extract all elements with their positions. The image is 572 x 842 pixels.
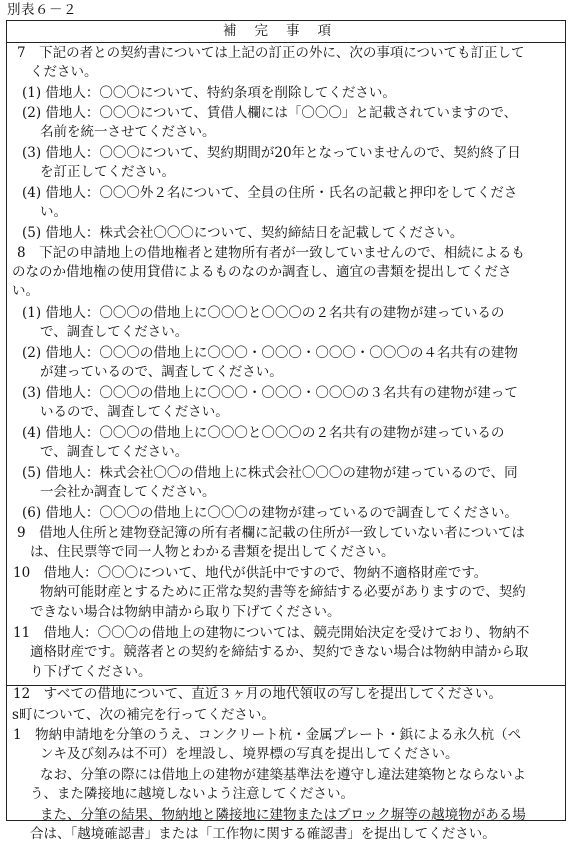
- text-line: なお、分筆の際には借地上の建物が建築基準法を遵守し違法建築物とならないよ: [40, 767, 526, 783]
- text-line: ンキ及び刻みは不可）を埋設し、境界標の写真を提出してください。: [40, 746, 459, 762]
- text-line: (5) 借地人：株式会社〇〇〇について、契約締結日を記載してください。: [22, 225, 464, 241]
- text-line: 11 借地人：〇〇〇の借地上の建物については、競売開始決定を受けており、物納不: [13, 625, 530, 641]
- text-line: が建っているので、調査してください。: [40, 364, 283, 380]
- text-line: い。: [40, 204, 67, 220]
- supplement-table: [6, 20, 566, 842]
- text-line: う、また隣接地に越境しないよう注意してください。: [30, 786, 354, 802]
- text-line: また、分筆の結果、物納地と隣接地に建物またはブロック塀等の越境物がある場: [40, 807, 526, 823]
- text-line: 物納可能財産とするために正常な契約書等を締結する必要がありますので、契約: [40, 584, 526, 600]
- text-line: 8 下記の申請地上の借地権者と建物所有者が一致していませんので、相続によるも: [17, 245, 525, 261]
- form-label: 別表６－２: [7, 2, 77, 18]
- text-line: い。: [12, 283, 39, 299]
- text-line: のなのか借地権の使用貸借によるものなのか調査し、適宜の書類を提出してくださ: [12, 264, 512, 280]
- text-line: (4) 借地人：〇〇〇外２名について、全員の住所・氏名の記載と押印をしてくださ: [22, 185, 518, 201]
- text-line: (6) 借地人：〇〇〇の借地上に〇〇〇の建物が建っているので調査してください。: [22, 505, 518, 521]
- text-line: 12 すべての借地について、直近３ヶ月の地代領収の写しを提出してください。: [13, 686, 502, 702]
- text-line: (1) 借地人：〇〇〇について、特約条項を削除してください。: [22, 85, 396, 101]
- text-line: (3) 借地人：〇〇〇について、契約期間が20年となっていませんので、契約終了日: [22, 145, 521, 161]
- text-line: ください。: [30, 64, 98, 80]
- text-line: (3) 借地人：〇〇〇の借地上に〇〇〇・〇〇〇・〇〇〇の３名共有の建物が建って: [22, 385, 518, 401]
- text-line: 合は、「越境確認書」または「工作物に関する確認書」を提出してください。: [30, 826, 496, 842]
- text-line: (2) 借地人：〇〇〇の借地上に〇〇〇・〇〇〇・〇〇〇・〇〇〇の４名共有の建物: [22, 345, 518, 361]
- text-line: を訂正してください。: [40, 164, 175, 180]
- text-line: (1) 借地人：〇〇〇の借地上に〇〇〇と〇〇〇の２名共有の建物が建っているの: [22, 305, 505, 321]
- text-line: 適格財産です。競落者との契約を締結するか、契約できない場合は物納申請から取: [30, 644, 529, 660]
- text-line: (2) 借地人：〇〇〇について、賃借人欄には「〇〇〇」と記載されていますので、: [22, 105, 518, 121]
- text-line: で、調査してください。: [40, 324, 189, 340]
- text-line: (5) 借地人：株式会社〇〇の借地上に株式会社〇〇〇の建物が建っているので、同: [22, 465, 518, 481]
- text-line: 一会社か調査してください。: [40, 484, 216, 500]
- text-line: (4) 借地人：〇〇〇の借地上に〇〇〇と〇〇〇の２名共有の建物が建っているの: [22, 425, 505, 441]
- text-line: 1 物納申請地を分筆のうえ、コンクリート杭・金属プレート・鋲による永久杭（ペ: [13, 727, 522, 743]
- text-line: 名前を統一させてください。: [40, 124, 216, 140]
- text-line: 9 借地人住所と建物登記簿の所有者欄に記載の住所が一致していない者については: [17, 525, 525, 541]
- text-line: 7 下記の者との契約書については上記の訂正の外に、次の事項についても訂正して: [17, 45, 525, 61]
- text-line: いるので、調査してください。: [40, 404, 229, 420]
- text-line: s町について、次の補完を行ってください。: [12, 707, 275, 723]
- table-header: 補完事項: [7, 21, 565, 43]
- text-line: は、住民票等で同一人物とわかる書類を提出してください。: [30, 544, 395, 560]
- text-line: り下げてください。: [30, 664, 152, 680]
- text-line: 10 借地人：〇〇〇について、地代が供託中ですので、物納不適格財産です。: [13, 565, 488, 581]
- text-line: できない場合は物納申請から取り下げてください。: [30, 604, 341, 620]
- text-line: で、調査してください。: [40, 444, 189, 460]
